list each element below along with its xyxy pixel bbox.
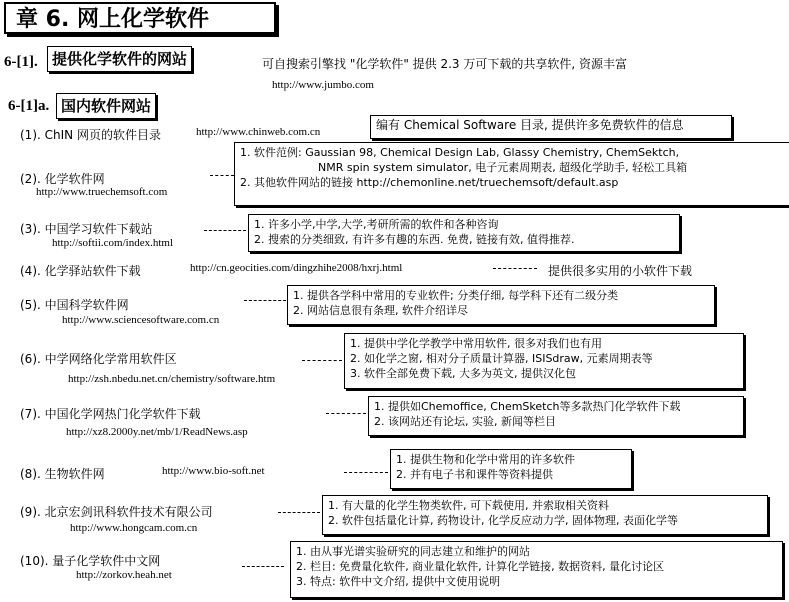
note-line: 3. 特点: 软件中文介绍, 提供中文使用说明 xyxy=(296,575,501,588)
note-line: 1. 许多小学,中学,大学,考研所需的软件和各种咨询 xyxy=(254,218,499,231)
note-box xyxy=(287,285,715,325)
note-line: 1. 提供如Chemoffice, ChemSketch等多款热门化学软件下载 xyxy=(374,400,681,413)
item-name: (1). ChIN 网页的软件目录 xyxy=(20,128,161,142)
note-line: 2. 软件包括量化计算, 药物设计, 化学反应动力学, 固体物理, 表面化学等 xyxy=(328,514,678,527)
item-name: (3). 中国学习软件下载站 xyxy=(20,222,153,236)
note-box xyxy=(390,449,632,489)
note-box xyxy=(344,333,744,389)
item-name: (5). 中国科学软件网 xyxy=(20,298,129,312)
note-line: 2. 网站信息很有条理, 软件介绍详尽 xyxy=(293,304,468,317)
item-url[interactable]: http://www.hongcam.com.cn xyxy=(70,522,198,534)
note-line: 2. 如化学之窗, 相对分子质量计算器, ISISdraw, 元素周期表等 xyxy=(350,352,653,365)
note-line: 1. 软件范例: Gaussian 98, Chemical Design Lab, Glassy Chemistry, ChemSektch, xyxy=(240,146,680,159)
note-box xyxy=(370,115,732,139)
note-line: 2. 并有电子书和课件等资料提供 xyxy=(396,468,553,481)
note-line: 提供很多实用的小软件下载 xyxy=(548,264,693,278)
item-url[interactable]: http://softii.com/index.html xyxy=(52,237,173,249)
note-line: 1. 提供生物和化学中常用的许多软件 xyxy=(396,453,575,466)
item-name: (8). 生物软件网 xyxy=(20,467,105,481)
connector-dash xyxy=(244,300,286,301)
connector-dash xyxy=(210,175,234,176)
connector-dash xyxy=(302,360,342,361)
item-url[interactable]: http://zsh.nbedu.net.cn/chemistry/software.htm xyxy=(68,373,276,385)
chapter-title: 章 6. 网上化学软件 xyxy=(4,2,276,34)
note-line: 2. 栏目: 免费量化软件, 商业量化软件, 计算化学链接, 数据资料, 量化讨论区 xyxy=(296,560,665,573)
section-url[interactable]: http://www.jumbo.com xyxy=(272,79,374,91)
note-line: 编有 Chemical Software 目录, 提供许多免费软件的信息 xyxy=(376,118,684,132)
item-url[interactable]: http://zorkov.heah.net xyxy=(76,569,172,581)
note-box xyxy=(290,541,783,598)
item-name: (4). 化学驿站软件下载 xyxy=(20,264,141,278)
note-box xyxy=(322,495,768,535)
item-name: (2). 化学软件网 xyxy=(20,172,105,186)
note-line: 2. 搜索的分类细致, 有许多有趣的东西. 免费, 链接有效, 值得推荐. xyxy=(254,233,575,246)
subsection-title: 国内软件网站 xyxy=(56,93,156,119)
note-box xyxy=(248,214,680,252)
note-line: 1. 有大量的化学生物类软件, 可下载使用, 并索取相关资料 xyxy=(328,499,609,512)
item-url[interactable]: http://www.bio-soft.net xyxy=(162,465,265,477)
connector-dash xyxy=(344,472,388,473)
section-desc: 可自搜索引擎找 "化学软件" 提供 2.3 万可下载的共享软件, 资源丰富 xyxy=(262,57,628,71)
item-url[interactable]: http://www.truechemsoft.com xyxy=(36,186,168,198)
item-url[interactable]: http://www.sciencesoftware.com.cn xyxy=(62,314,220,326)
note-line: 2. 该网站还有论坛, 实验, 新闻等栏目 xyxy=(374,415,556,428)
connector-dash xyxy=(242,566,284,567)
connector-dash xyxy=(278,512,320,513)
item-name: (6). 中学网络化学常用软件区 xyxy=(20,352,177,366)
note-line: 1. 由从事光谱实验研究的同志建立和维护的网站 xyxy=(296,545,530,558)
connector-dash xyxy=(493,268,537,269)
note-line: NMR spin system simulator, 电子元素周期表, 超级化学助手, 轻松工具箱 xyxy=(318,161,688,174)
item-url[interactable]: http://www.chinweb.com.cn xyxy=(196,126,321,138)
section-label: 6-[1]. xyxy=(4,54,38,70)
item-name: (7). 中国化学网热门化学软件下载 xyxy=(20,407,201,421)
item-url[interactable]: http://cn.geocities.com/dingzhihe2008/hxrj.html xyxy=(190,262,403,274)
subsection-label: 6-[1]a. xyxy=(8,98,50,114)
note-line: 3. 软件全部免费下载, 大多为英文, 提供汉化包 xyxy=(350,367,576,380)
item-url[interactable]: http://xz8.2000y.net/mb/1/ReadNews.asp xyxy=(66,426,248,438)
section-title: 提供化学软件的网站 xyxy=(47,46,192,72)
item-name: (9). 北京宏剑讯科软件技术有限公司 xyxy=(20,505,213,519)
connector-dash xyxy=(204,230,246,231)
item-name: (10). 量子化学软件中文网 xyxy=(20,554,161,568)
note-box xyxy=(234,142,789,206)
note-line: 1. 提供中学化学教学中常用软件, 很多对我们也有用 xyxy=(350,337,602,350)
note-line: 1. 提供各学科中常用的专业软件; 分类仔细, 每学科下还有二级分类 xyxy=(293,289,619,302)
note-line: 2. 其他软件网站的链接 http://chemonline.net/truechemsoft/default.asp xyxy=(240,176,619,189)
note-box xyxy=(368,396,744,436)
connector-dash xyxy=(326,413,366,414)
